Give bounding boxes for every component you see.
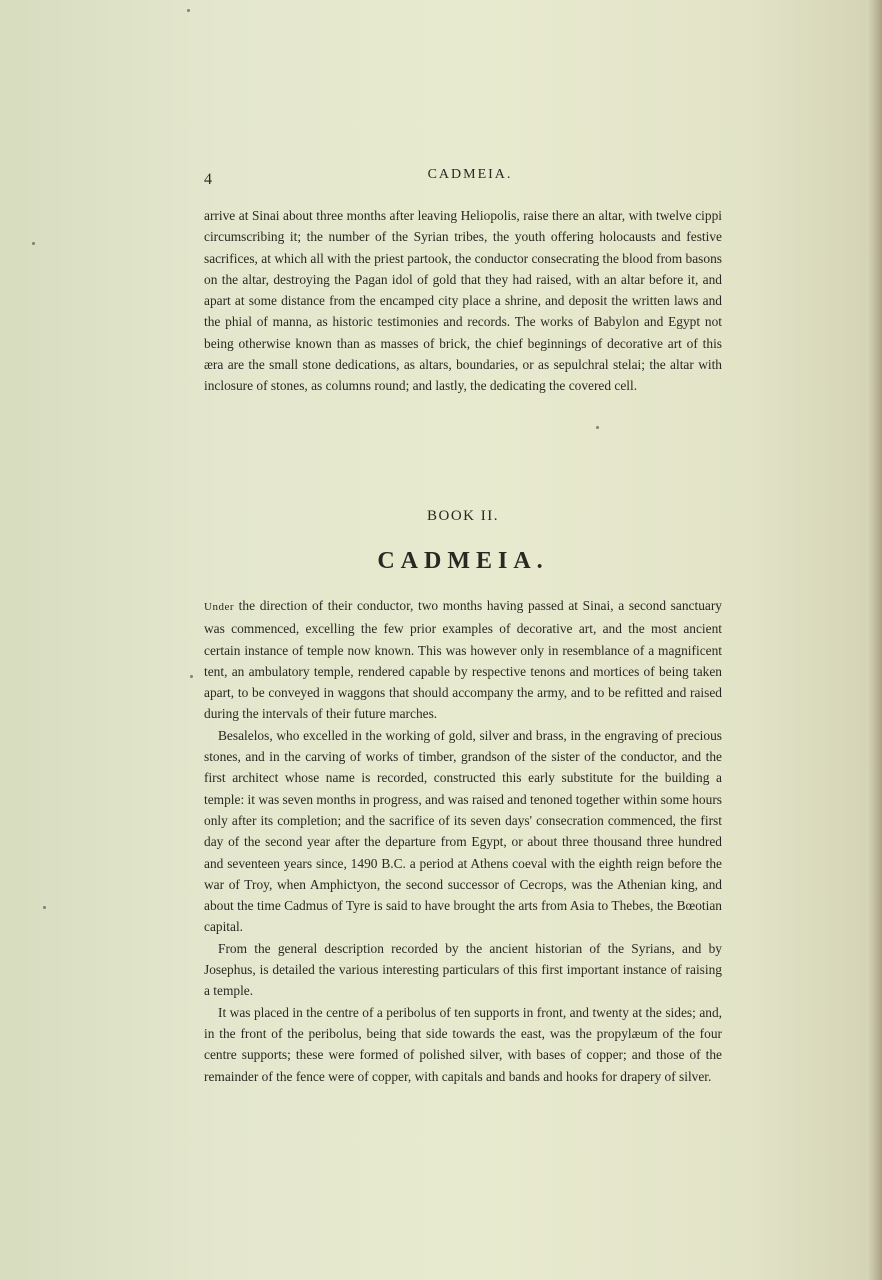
paragraph-3: From the general description recorded by the ancient historian of the Syrians, and by Josephus, is detailed the various interesting particulars of this first important instance of raising a temple. xyxy=(204,940,722,999)
paper-speck xyxy=(32,242,35,245)
page-header xyxy=(204,167,724,191)
paragraph-lead-word: Under xyxy=(204,601,234,613)
page-edge-shadow xyxy=(868,0,882,1280)
paper-speck xyxy=(596,426,599,429)
paper-speck xyxy=(190,675,193,678)
paragraph-1 xyxy=(204,595,722,725)
paper-speck xyxy=(187,9,190,12)
intro-paragraph: arrive at Sinai about three months after leaving Heliopolis, raise there an altar, with twelve cippi circumscribing it; the number of the Syrian tribes, the youth offering holocausts and festive sacrifices, at which all with the priest partook, the conductor consecrating the blood from basons on the altar, destroying the Pagan idol of gold that they had raised, with an altar before it, and apart at some distance from the encamped city place a shrine, and deposit the written laws and the phial of manna, as historic testimonies and records. The works of Babylon and Egypt not being otherwise known than as masses of brick, the chief beginnings of decorative art of this æra are the small stone dedications, as altars, boundaries, or as sepulchral stelai; the altar with inclosure of stones, as columns round; and lastly, the dedicating the covered cell. xyxy=(204,208,722,394)
paragraph-2: Besalelos, who excelled in the working of gold, silver and brass, in the engraving of precious stones, and in the carving of works of timber, grandson of the sister of the conductor, and the first architect whose name is recorded, constructed this early substitute for the building a temple: it was seven months in progress, and was raised and tenoned together within some hours only after its completion; and the sacrifice of its seven days' consecration commenced, the first day of the second year after the departure from Egypt, or about three thousand three hundred and seventeen years since, 1490 B.C. a period at Athens coeval with the eighth reign before the war of Troy, when Amphictyon, the second successor of Cecrops, was the Athenian king, and about the time Cadmus of Tyre is said to have brought the arts from Asia to Thebes, the Bœotian capital. xyxy=(204,727,722,935)
book-label: BOOK II. xyxy=(427,508,499,524)
paragraph-4: It was placed in the centre of a peribolus of ten supports in front, and twenty at the sides; and, in the front of the peribolus, being that side towards the east, was the propylæum of the four centre supports; these were formed of polished silver, with bases of copper; and those of the remainder of the fence were of copper, with capitals and bands and hooks for drapery of silver. xyxy=(204,1004,722,1084)
paragraph-1-text: the direction of their conductor, two months having passed at Sinai, a second sanctuary was commenced, excelling the few prior examples of decorative art, and the most ancient certain instance of temple now known. This was however only in resemblance of a magnificent tent, an ambulatory temple, rendered capable by respective tenons and mortices of being taken apart, to be conveyed in waggons that should accompany the army, and to be refitted and raised during the intervals of their future marches. xyxy=(204,598,722,722)
page-number: 4 xyxy=(204,171,212,188)
body-text-block xyxy=(204,595,722,1087)
paper-speck xyxy=(43,906,46,909)
book-title: CADMEIA. xyxy=(377,548,549,574)
intro-text-block xyxy=(204,205,722,397)
running-head: CADMEIA. xyxy=(427,167,513,182)
